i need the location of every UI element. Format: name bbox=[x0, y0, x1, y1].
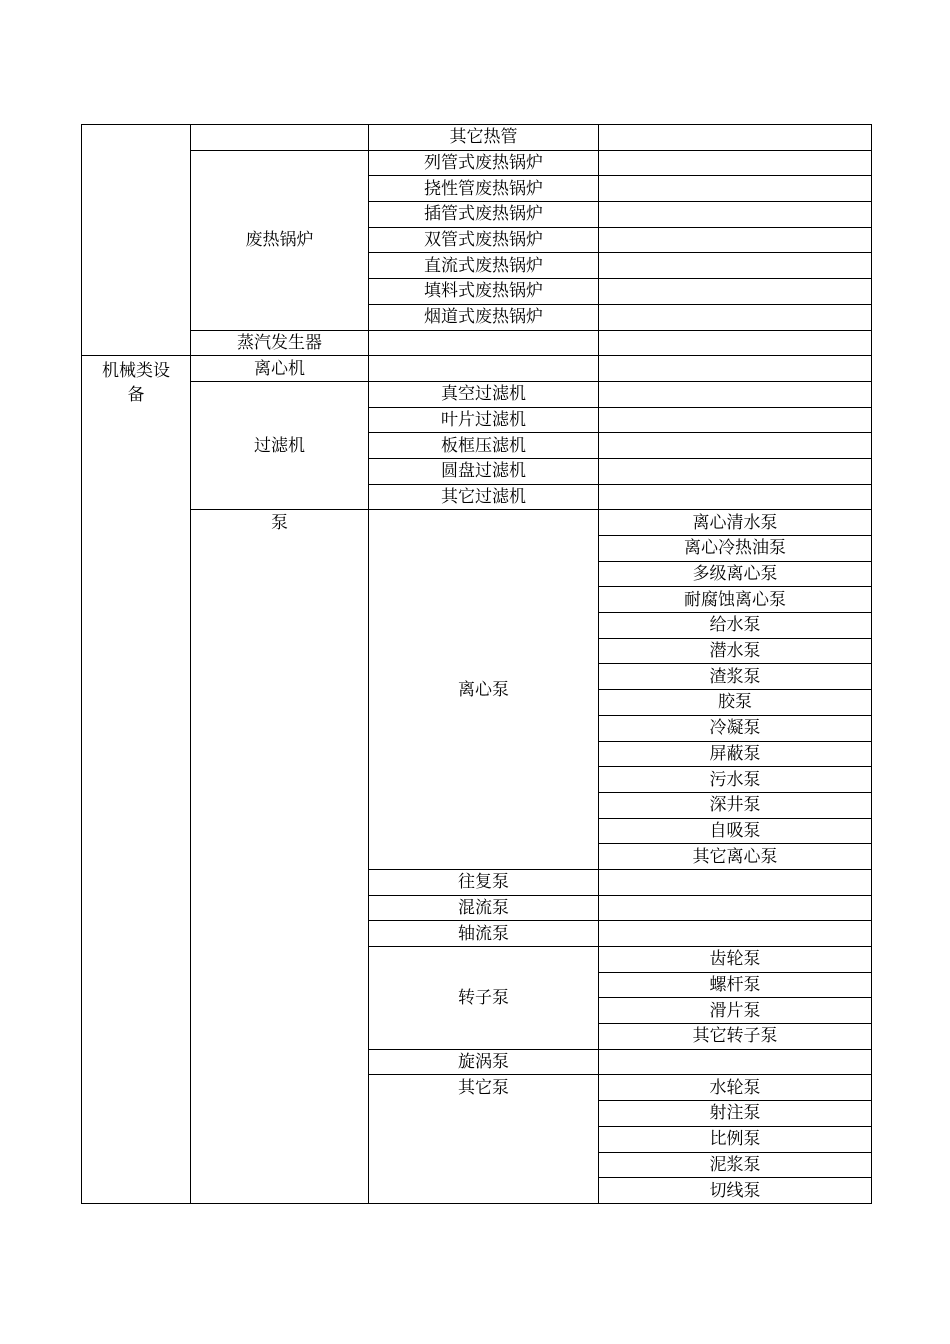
detail-cell-empty bbox=[599, 356, 872, 382]
detail-cell-empty bbox=[599, 458, 872, 484]
detail-cell: 其它离心泵 bbox=[599, 844, 872, 870]
mechanical-equipment-cell: 机械类设备 bbox=[82, 356, 191, 1204]
item-cell: 其它热管 bbox=[369, 125, 599, 151]
item-cell: 烟道式废热锅炉 bbox=[369, 304, 599, 330]
table-row bbox=[82, 510, 872, 536]
detail-cell: 滑片泵 bbox=[599, 998, 872, 1024]
table-row bbox=[82, 150, 872, 176]
table-row bbox=[82, 381, 872, 407]
item-cell: 旋涡泵 bbox=[369, 1049, 599, 1075]
item-cell-empty bbox=[369, 330, 599, 356]
detail-cell: 离心冷热油泵 bbox=[599, 536, 872, 562]
rotor-pump-cell: 转子泵 bbox=[369, 947, 599, 1050]
centrifugal-pump-cell: 离心泵 bbox=[369, 510, 599, 870]
item-cell: 轴流泵 bbox=[369, 921, 599, 947]
detail-cell-empty bbox=[599, 921, 872, 947]
equipment-classification-table bbox=[81, 124, 872, 1204]
detail-cell: 水轮泵 bbox=[599, 1075, 872, 1101]
detail-cell: 污水泵 bbox=[599, 767, 872, 793]
item-cell: 插管式废热锅炉 bbox=[369, 202, 599, 228]
detail-cell: 自吸泵 bbox=[599, 818, 872, 844]
detail-cell-empty bbox=[599, 330, 872, 356]
detail-cell: 潜水泵 bbox=[599, 638, 872, 664]
detail-cell: 螺杆泵 bbox=[599, 972, 872, 998]
item-cell: 叶片过滤机 bbox=[369, 407, 599, 433]
item-cell-empty bbox=[369, 356, 599, 382]
item-cell: 挠性管废热锅炉 bbox=[369, 176, 599, 202]
table-row bbox=[82, 125, 872, 151]
item-cell: 圆盘过滤机 bbox=[369, 458, 599, 484]
detail-cell: 冷凝泵 bbox=[599, 715, 872, 741]
table-row bbox=[82, 356, 872, 382]
detail-cell: 深井泵 bbox=[599, 792, 872, 818]
detail-cell: 耐腐蚀离心泵 bbox=[599, 587, 872, 613]
item-cell: 直流式废热锅炉 bbox=[369, 253, 599, 279]
subcategory-cell-empty bbox=[191, 125, 369, 151]
detail-cell-empty bbox=[599, 202, 872, 228]
detail-cell: 给水泵 bbox=[599, 613, 872, 639]
table-row bbox=[82, 330, 872, 356]
filter-cell: 过滤机 bbox=[191, 381, 369, 509]
detail-cell: 切线泵 bbox=[599, 1178, 872, 1204]
detail-cell: 泥浆泵 bbox=[599, 1152, 872, 1178]
detail-cell-empty bbox=[599, 1049, 872, 1075]
detail-cell-empty bbox=[599, 176, 872, 202]
item-cell: 板框压滤机 bbox=[369, 433, 599, 459]
detail-cell-empty bbox=[599, 150, 872, 176]
detail-cell-empty bbox=[599, 381, 872, 407]
item-cell: 列管式废热锅炉 bbox=[369, 150, 599, 176]
detail-cell-empty bbox=[599, 304, 872, 330]
detail-cell: 多级离心泵 bbox=[599, 561, 872, 587]
detail-cell-empty bbox=[599, 433, 872, 459]
detail-cell-empty bbox=[599, 407, 872, 433]
detail-cell: 齿轮泵 bbox=[599, 947, 872, 973]
centrifuge-cell: 离心机 bbox=[191, 356, 369, 382]
detail-cell: 胶泵 bbox=[599, 690, 872, 716]
detail-cell-empty bbox=[599, 253, 872, 279]
detail-cell: 其它转子泵 bbox=[599, 1024, 872, 1050]
category-cell-empty bbox=[82, 125, 191, 356]
pump-cell: 泵 bbox=[191, 510, 369, 1204]
detail-cell-empty bbox=[599, 484, 872, 510]
item-cell: 真空过滤机 bbox=[369, 381, 599, 407]
detail-cell: 渣浆泵 bbox=[599, 664, 872, 690]
detail-cell: 屏蔽泵 bbox=[599, 741, 872, 767]
item-cell: 其它过滤机 bbox=[369, 484, 599, 510]
detail-cell-empty bbox=[599, 279, 872, 305]
detail-cell-empty bbox=[599, 125, 872, 151]
detail-cell: 比例泵 bbox=[599, 1126, 872, 1152]
item-cell: 双管式废热锅炉 bbox=[369, 227, 599, 253]
detail-cell-empty bbox=[599, 227, 872, 253]
detail-cell-empty bbox=[599, 869, 872, 895]
detail-cell-empty bbox=[599, 895, 872, 921]
detail-cell: 离心清水泵 bbox=[599, 510, 872, 536]
item-cell: 混流泵 bbox=[369, 895, 599, 921]
item-cell: 往复泵 bbox=[369, 869, 599, 895]
other-pump-cell: 其它泵 bbox=[369, 1075, 599, 1203]
item-cell: 填料式废热锅炉 bbox=[369, 279, 599, 305]
detail-cell: 射注泵 bbox=[599, 1101, 872, 1127]
steam-generator-cell: 蒸汽发生器 bbox=[191, 330, 369, 356]
waste-heat-boiler-cell: 废热锅炉 bbox=[191, 150, 369, 330]
